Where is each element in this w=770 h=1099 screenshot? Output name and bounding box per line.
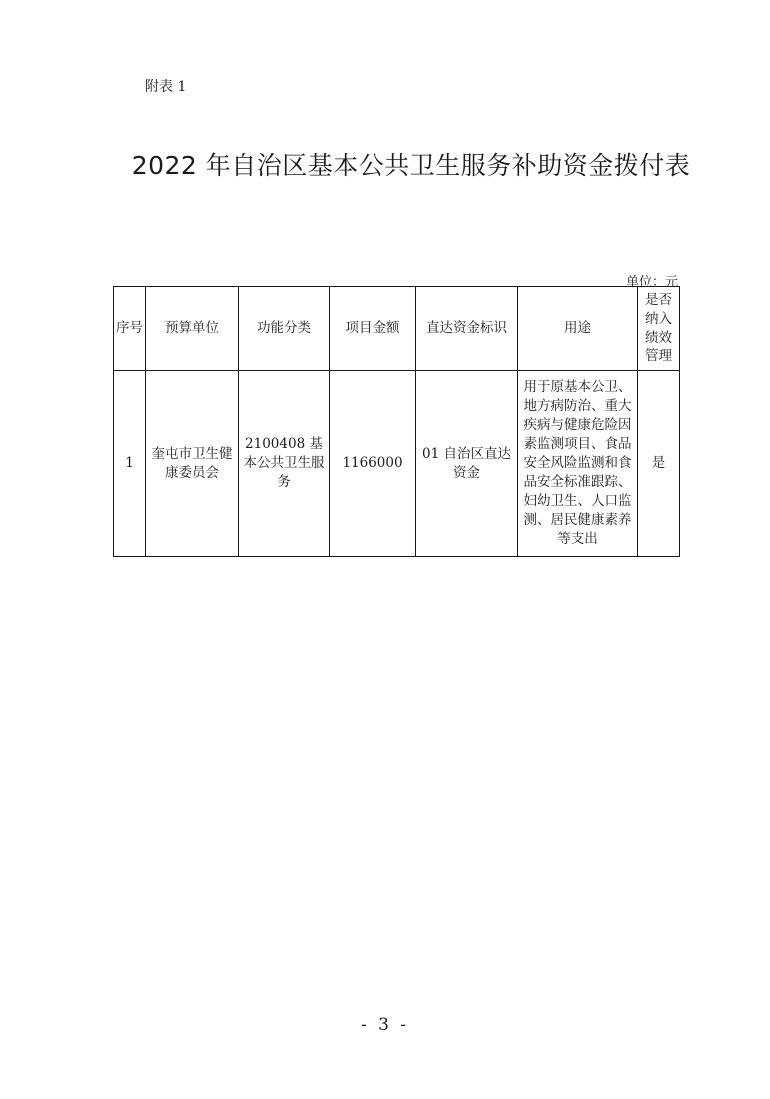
cell-performance: 是 <box>638 371 680 557</box>
attachment-label: 附表 1 <box>145 79 187 95</box>
header-seq: 序号 <box>114 287 146 371</box>
table-header-row <box>114 287 680 371</box>
header-direct-fund: 直达资金标识 <box>416 287 518 371</box>
unit-label: 单位：元 <box>625 275 678 290</box>
cell-direct-fund: 01 自治区直达资金 <box>416 371 518 557</box>
cell-seq: 1 <box>114 371 146 557</box>
header-budget-unit: 预算单位 <box>146 287 239 371</box>
header-performance: 是否纳入绩效管理 <box>638 287 680 371</box>
cell-budget-unit: 奎屯市卫生健康委员会 <box>146 371 239 557</box>
header-amount: 项目金额 <box>330 287 416 371</box>
header-function-class: 功能分类 <box>239 287 330 371</box>
header-usage: 用途 <box>518 287 638 371</box>
table-row <box>114 371 680 557</box>
cell-amount: 1166000 <box>330 371 416 557</box>
document-title: 2022 年自治区基本公共卫生服务补助资金拨付表 <box>131 151 691 180</box>
cell-usage: 用于原基本公卫、地方病防治、重大疾病与健康危险因素监测项目、食品安全风险监测和食品安全标准跟踪、妇幼卫生、人口监测、居民健康素养等支出 <box>518 371 638 557</box>
cell-function-class: 2100408 基本公共卫生服务 <box>239 371 330 557</box>
grant-table <box>113 286 680 557</box>
page-number: - 3 - <box>360 1015 410 1035</box>
